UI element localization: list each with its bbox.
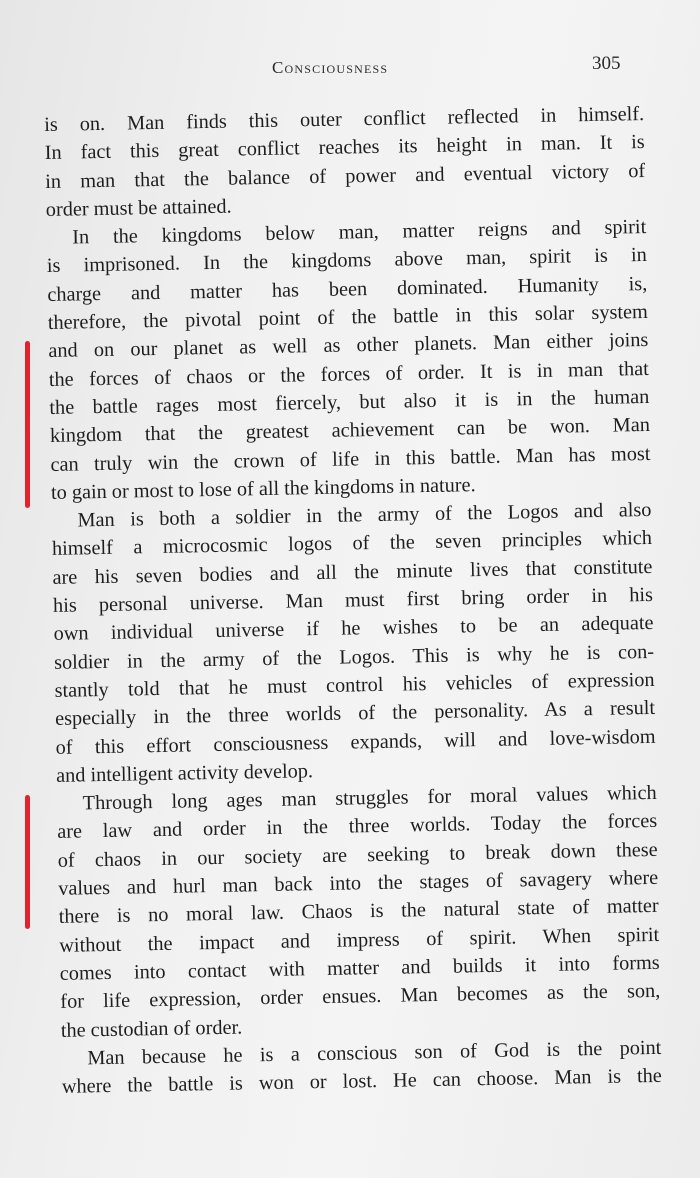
- text-line: are law and order in the three worlds. Today the forces: [57, 810, 658, 844]
- text-line: kingdom that the greatest achievement can be won. Man: [49, 414, 651, 448]
- text-line: for life expression, order ensues. Man becomes as the son,: [60, 980, 661, 1014]
- margin-highlight-mark: [25, 795, 30, 929]
- text-line: values and hurl man back into the stages of savagery where: [58, 866, 659, 900]
- text-line: In the kingdoms below man, matter reigns and spirit: [72, 216, 647, 249]
- page-number: 305: [592, 53, 621, 74]
- text-line: and on our planet as well as other planets. Man either joins: [48, 329, 649, 363]
- text-line: there is no moral law. Chaos is the natural state of matter: [58, 895, 659, 929]
- text-line: to gain or most to lose of all the kingdoms in nature.: [50, 474, 476, 504]
- text-line: soldier in the army of the Logos. This is why he is con-: [53, 640, 655, 674]
- text-line: the custodian of order.: [60, 1016, 243, 1042]
- text-line: is on. Man finds this outer conflict reflected in himself.: [44, 103, 645, 136]
- paragraph: [61, 1034, 662, 1102]
- text-line: In fact this great conflict reaches its height in man. It is: [44, 131, 645, 165]
- text-line: can truly win the crown of life in this battle. Man has most: [50, 442, 651, 476]
- text-line: own individual universe if he wishes to be an adequate: [53, 612, 654, 646]
- running-head: Consciousness: [272, 58, 389, 77]
- text-line: stantly told that he must control his vehicles of expression: [54, 668, 655, 702]
- text-line: charge and matter has been dominated. Humanity is,: [47, 272, 648, 306]
- text-line: order must be attained.: [45, 195, 232, 221]
- margin-highlight-mark: [25, 341, 30, 508]
- body-text: [44, 100, 662, 1101]
- text-line: his personal universe. Man must first bring order in his: [52, 583, 654, 617]
- text-line: the battle rages most fiercely, but also it is in the human: [49, 385, 650, 419]
- paragraph: [46, 213, 651, 507]
- text-line: comes into contact with matter and builds it into forms: [59, 951, 660, 985]
- text-line: is imprisoned. In the kingdoms above man, spirit is in: [46, 244, 647, 278]
- text-line: the forces of chaos or the forces of order. It is in man that: [48, 357, 650, 391]
- text-line: Man is both a soldier in the army of the Logos and also: [77, 499, 652, 532]
- text-line: of chaos in our society are seeking to break down these: [57, 838, 658, 872]
- paragraph: [56, 779, 661, 1045]
- text-line: himself a microcosmic logos of the seven principles which: [51, 527, 653, 561]
- text-line: and intelligent activity develop.: [55, 760, 314, 787]
- text-line: of this effort consciousness expands, will and love-wisdom: [55, 725, 656, 759]
- text-line: without the impact and impress of spirit. When spirit: [59, 923, 660, 957]
- paragraph: [44, 100, 646, 224]
- text-line: Man because he is a conscious son of God is the point: [87, 1036, 662, 1070]
- text-line: therefore, the pivotal point of the battle in this solar system: [47, 301, 648, 335]
- text-line: Through long ages man struggles for moral values which: [82, 782, 657, 815]
- text-line: in man that the balance of power and eventual victory of: [45, 159, 646, 193]
- text-line: where the battle is won or lost. He can choose. Man is the: [61, 1064, 662, 1098]
- text-line: are his seven bodies and all the minute lives that constitute: [52, 555, 653, 589]
- paragraph: [51, 496, 656, 790]
- text-line: especially in the three worlds of the personality. As a result: [54, 697, 656, 731]
